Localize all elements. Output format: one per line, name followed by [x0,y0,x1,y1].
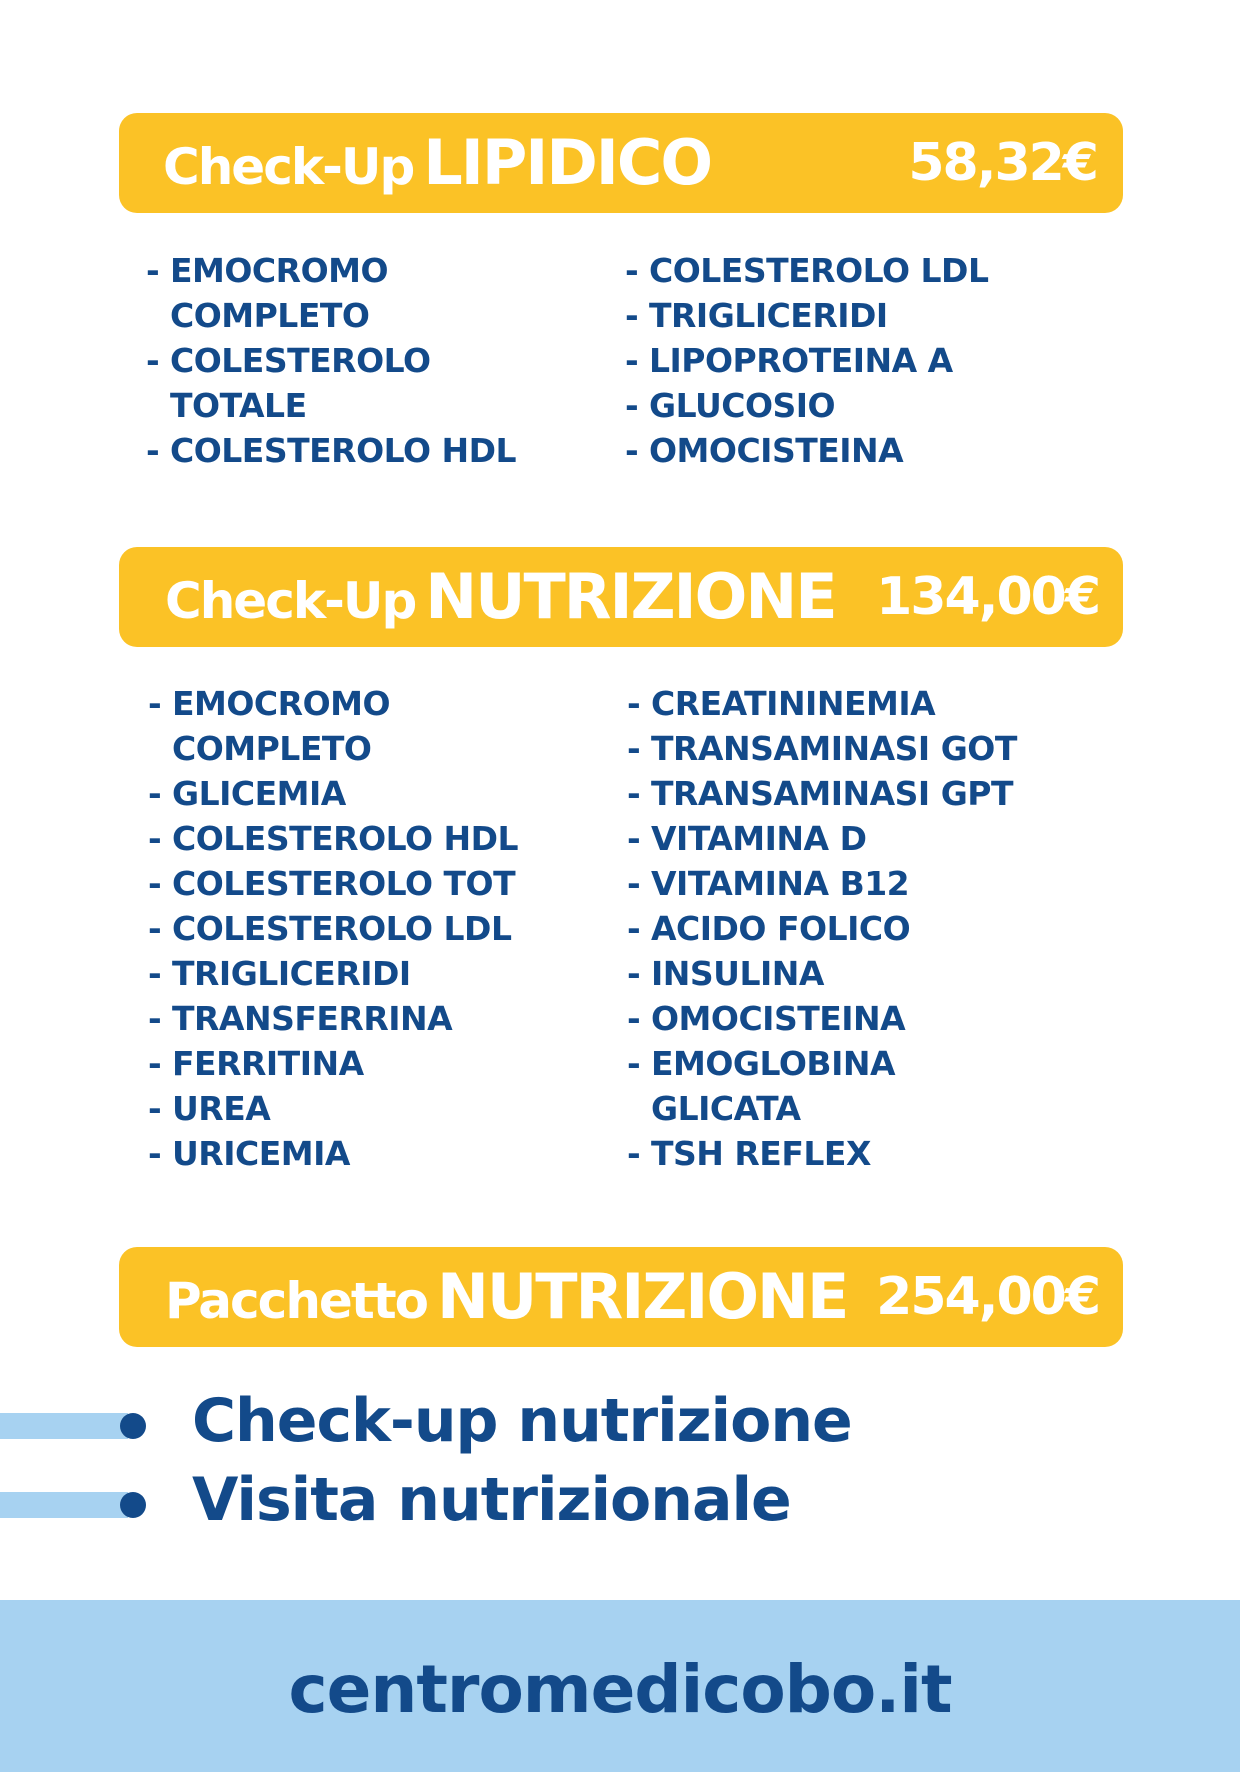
lipidico-list-left [146,248,586,473]
pacchetto-title-name: NUTRIZIONE [436,1260,848,1333]
pacchetto-title [165,1247,847,1347]
exam-list-item: - LIPOPROTEINA A [625,338,1105,383]
nutrizione-title [165,547,836,647]
decorative-stripe [0,1413,128,1439]
website-link[interactable]: centromedicobo.it [288,1651,952,1728]
exam-list-item: - VITAMINA B12 [627,861,1107,906]
exam-list-item: - GLUCOSIO [625,383,1105,428]
nutrizione-title-name: NUTRIZIONE [425,560,836,633]
bullet-dot-icon [120,1492,146,1518]
lipidico-price: 58,32€ [908,133,1097,193]
nutrizione-list-left [148,681,588,1176]
exam-list-item: - FERRITINA [148,1041,588,1086]
exam-list-item: - TRANSAMINASI GOT [627,726,1107,771]
exam-list-item: - ACIDO FOLICO [627,906,1107,951]
pacchetto-item-text: Check-up nutrizione [192,1386,852,1456]
exam-list-item: - COLESTEROLO LDL [148,906,588,951]
decorative-stripe [0,1492,128,1518]
lipidico-title [163,113,711,213]
exam-list-item: - TRANSFERRINA [148,996,588,1041]
exam-list-item: - INSULINA [627,951,1107,996]
lipidico-title-name: LIPIDICO [423,126,712,199]
pacchetto-item [0,1462,1240,1535]
exam-list-item: - COLESTEROLO HDL [146,428,586,473]
nutrizione-price: 134,00€ [876,567,1099,627]
exam-list-item: - URICEMIA [148,1131,588,1176]
exam-list-item: - COLESTEROLO TOTALE [146,338,586,428]
pacchetto-item-text: Visita nutrizionale [192,1465,791,1535]
exam-list-item: - COLESTEROLO LDL [625,248,1105,293]
exam-list-item: - CREATININEMIA [627,681,1107,726]
exam-list-item: - OMOCISTEINA [627,996,1107,1041]
lipidico-banner [119,113,1123,213]
exam-list-item: - VITAMINA D [627,816,1107,861]
pacchetto-item [0,1383,1240,1456]
pacchetto-price: 254,00€ [876,1267,1099,1327]
exam-list-item: - COLESTEROLO HDL [148,816,588,861]
pacchetto-title-prefix: Pacchetto [165,1272,427,1330]
exam-list-item: - TRIGLICERIDI [148,951,588,996]
pacchetto-banner [119,1247,1123,1347]
nutrizione-title-prefix: Check-Up [165,572,416,630]
exam-list-item: - GLICEMIA [148,771,588,816]
exam-list-item: - TRIGLICERIDI [625,293,1105,338]
exam-list-item: - UREA [148,1086,588,1131]
exam-list-item: - EMOCROMO COMPLETO [148,681,588,771]
footer [0,1600,1240,1772]
bullet-dot-icon [120,1413,146,1439]
lipidico-list-right [625,248,1105,473]
exam-list-item: - TSH REFLEX [627,1131,1107,1176]
exam-list-item: - COLESTEROLO TOT [148,861,588,906]
lipidico-title-prefix: Check-Up [163,138,414,196]
exam-list-item: - TRANSAMINASI GPT [627,771,1107,816]
exam-list-item: - EMOCROMO COMPLETO [146,248,586,338]
exam-list-item: - OMOCISTEINA [625,428,1105,473]
exam-list-item: - EMOGLOBINA GLICATA [627,1041,1107,1131]
nutrizione-banner [119,547,1123,647]
nutrizione-list-right [627,681,1107,1176]
